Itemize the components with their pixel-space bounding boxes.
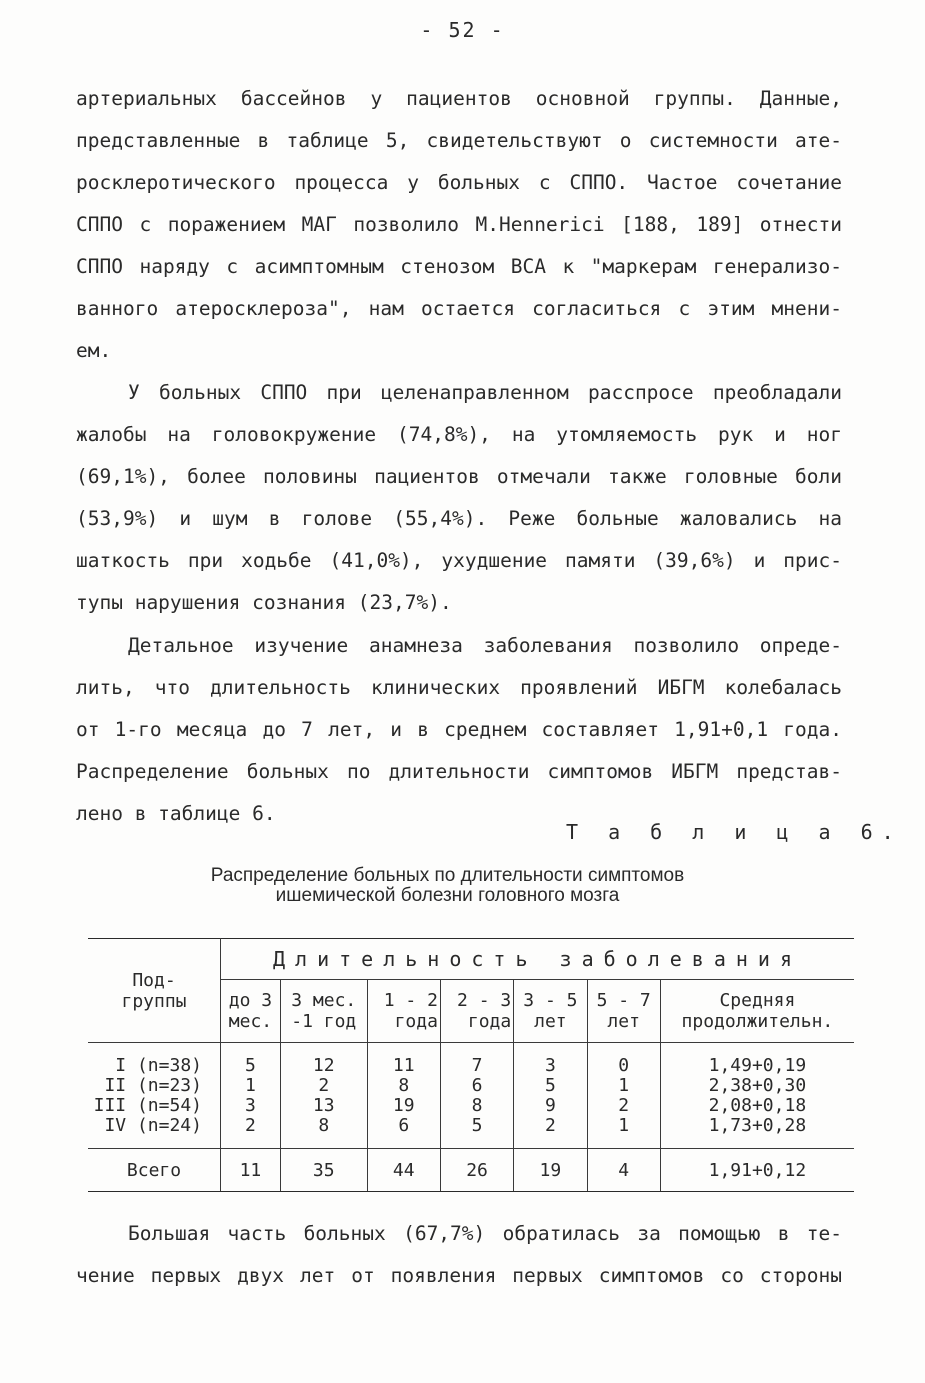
- value: 9: [544, 1094, 556, 1116]
- text-line: ванного атеросклероза", нам остается согласиться с этим мнени-: [76, 297, 842, 320]
- value: 5: [544, 1074, 556, 1096]
- value: 5: [471, 1114, 483, 1136]
- value: 2: [245, 1114, 256, 1136]
- text-line: СППО наряду с асимптомным стенозом ВСА к "маркерам генерализо-: [76, 255, 842, 278]
- total-value: 19: [514, 1149, 587, 1192]
- mean-cell: [660, 1043, 854, 1149]
- value: 2: [618, 1094, 630, 1116]
- value: 8: [318, 1114, 330, 1136]
- text-line: представленные в таблице 5, свидетельствуют о системности ате-: [76, 129, 842, 152]
- group-cell: [88, 1043, 221, 1149]
- total-label: Всего: [88, 1149, 221, 1192]
- group-label: IV (n=24): [104, 1114, 202, 1136]
- value: 3: [245, 1094, 256, 1116]
- table-caption: [0, 866, 895, 906]
- text-line: шаткость при ходьбе (41,0%), ухудшение памяти (39,6%) и прис-: [76, 549, 842, 572]
- value: 6: [398, 1114, 410, 1136]
- value-cell: [587, 1043, 660, 1149]
- text-line: Большая часть больных (67,7%) обратилась за помощью в те-: [128, 1222, 842, 1245]
- text-line: чение первых двух лет от появления первых симптомов со стороны: [76, 1264, 842, 1287]
- value: 8: [471, 1094, 483, 1116]
- text-line: жалобы на головокружение (74,8%), на утомляемость рук и ног: [76, 423, 842, 446]
- closing-paragraph: [76, 1213, 842, 1297]
- value: 1: [618, 1074, 630, 1096]
- total-value: 44: [367, 1149, 440, 1192]
- mean-value: 1,73+0,28: [708, 1114, 807, 1136]
- group-label: II (n=23): [104, 1074, 202, 1096]
- column-header: 5 - 7 лет: [587, 980, 660, 1043]
- caption-line: ишемической болезни головного мозга: [275, 885, 620, 906]
- text-line: тупы нарушения сознания (23,7%).: [76, 591, 452, 614]
- text-line: лить, что длительность клинических проявлений ИБГМ колебалась: [76, 676, 842, 699]
- column-header: 2 - 3 года: [440, 980, 513, 1043]
- group-label: I (n=38): [115, 1054, 202, 1076]
- value: 8: [398, 1074, 410, 1096]
- column-header: 3 мес. -1 год: [280, 980, 367, 1043]
- table-label: Т а б л и ц а 6.: [566, 820, 903, 844]
- value: 7: [471, 1054, 483, 1076]
- value-cell: [280, 1043, 367, 1149]
- text-line: Распределение больных по длительности симптомов ИБГМ представ-: [76, 760, 842, 783]
- mean-value: 1,49+0,19: [708, 1054, 807, 1076]
- page-number: - 52 -: [420, 18, 505, 42]
- total-value: 4: [587, 1149, 660, 1192]
- text-line: от 1-го месяца до 7 лет, и в среднем составляет 1,91+0,1 года.: [76, 718, 842, 741]
- text-line: У больных СППО при целенаправленном расспросе преобладали: [128, 381, 842, 404]
- text-line: Детальное изучение анамнеза заболевания позволило опреде-: [128, 634, 842, 657]
- text-line: (69,1%), более половины пациентов отмечали также головные боли: [76, 465, 842, 488]
- mean-value: 2,08+0,18: [708, 1094, 807, 1116]
- value: 1: [618, 1114, 630, 1136]
- value-cell: [514, 1043, 587, 1149]
- column-header: до 3 мес.: [221, 980, 281, 1043]
- column-header: 1 - 2 года: [367, 980, 440, 1043]
- value: 19: [392, 1094, 415, 1116]
- value-cell: [367, 1043, 440, 1149]
- column-header: Средняя продолжительн.: [660, 980, 854, 1043]
- value: 2: [318, 1074, 330, 1096]
- group-label: III (n=54): [93, 1094, 202, 1116]
- value: 5: [245, 1054, 256, 1076]
- value: 1: [245, 1074, 256, 1096]
- paragraph-2: [76, 372, 842, 624]
- total-value: 26: [440, 1149, 513, 1192]
- value: 12: [312, 1054, 335, 1076]
- text-line: (53,9%) и шум в голове (55,4%). Реже больные жаловались на: [76, 507, 842, 530]
- text-line: ем.: [76, 339, 112, 362]
- value: 6: [471, 1074, 483, 1096]
- column-header: 3 - 5 лет: [514, 980, 587, 1043]
- total-value: 11: [221, 1149, 281, 1192]
- value: 3: [544, 1054, 556, 1076]
- value: 0: [618, 1054, 630, 1076]
- group-header: Под- группы: [88, 939, 221, 1043]
- value-cell: [221, 1043, 281, 1149]
- span-header: Длительность заболевания: [221, 939, 855, 980]
- text-line: артериальных бассейнов у пациентов основной группы. Данные,: [76, 87, 842, 110]
- total-value: 35: [280, 1149, 367, 1192]
- text-line: росклеротического процесса у больных с СППО. Частое сочетание: [76, 171, 842, 194]
- duration-table: [88, 938, 854, 1192]
- text-line: СППО с поражением МАГ позволило M.Hennerici [188, 189] отнести: [76, 213, 842, 236]
- paragraph-3: [76, 625, 842, 835]
- caption-line: Распределение больных по длительности симптомов: [210, 865, 685, 886]
- value: 11: [392, 1054, 415, 1076]
- text-line: лено в таблице 6.: [76, 802, 276, 825]
- value-cell: [440, 1043, 513, 1149]
- paragraph-1: [76, 78, 842, 372]
- total-mean: 1,91+0,12: [660, 1149, 854, 1192]
- value: 13: [312, 1094, 335, 1116]
- mean-value: 2,38+0,30: [708, 1074, 807, 1096]
- value: 2: [544, 1114, 556, 1136]
